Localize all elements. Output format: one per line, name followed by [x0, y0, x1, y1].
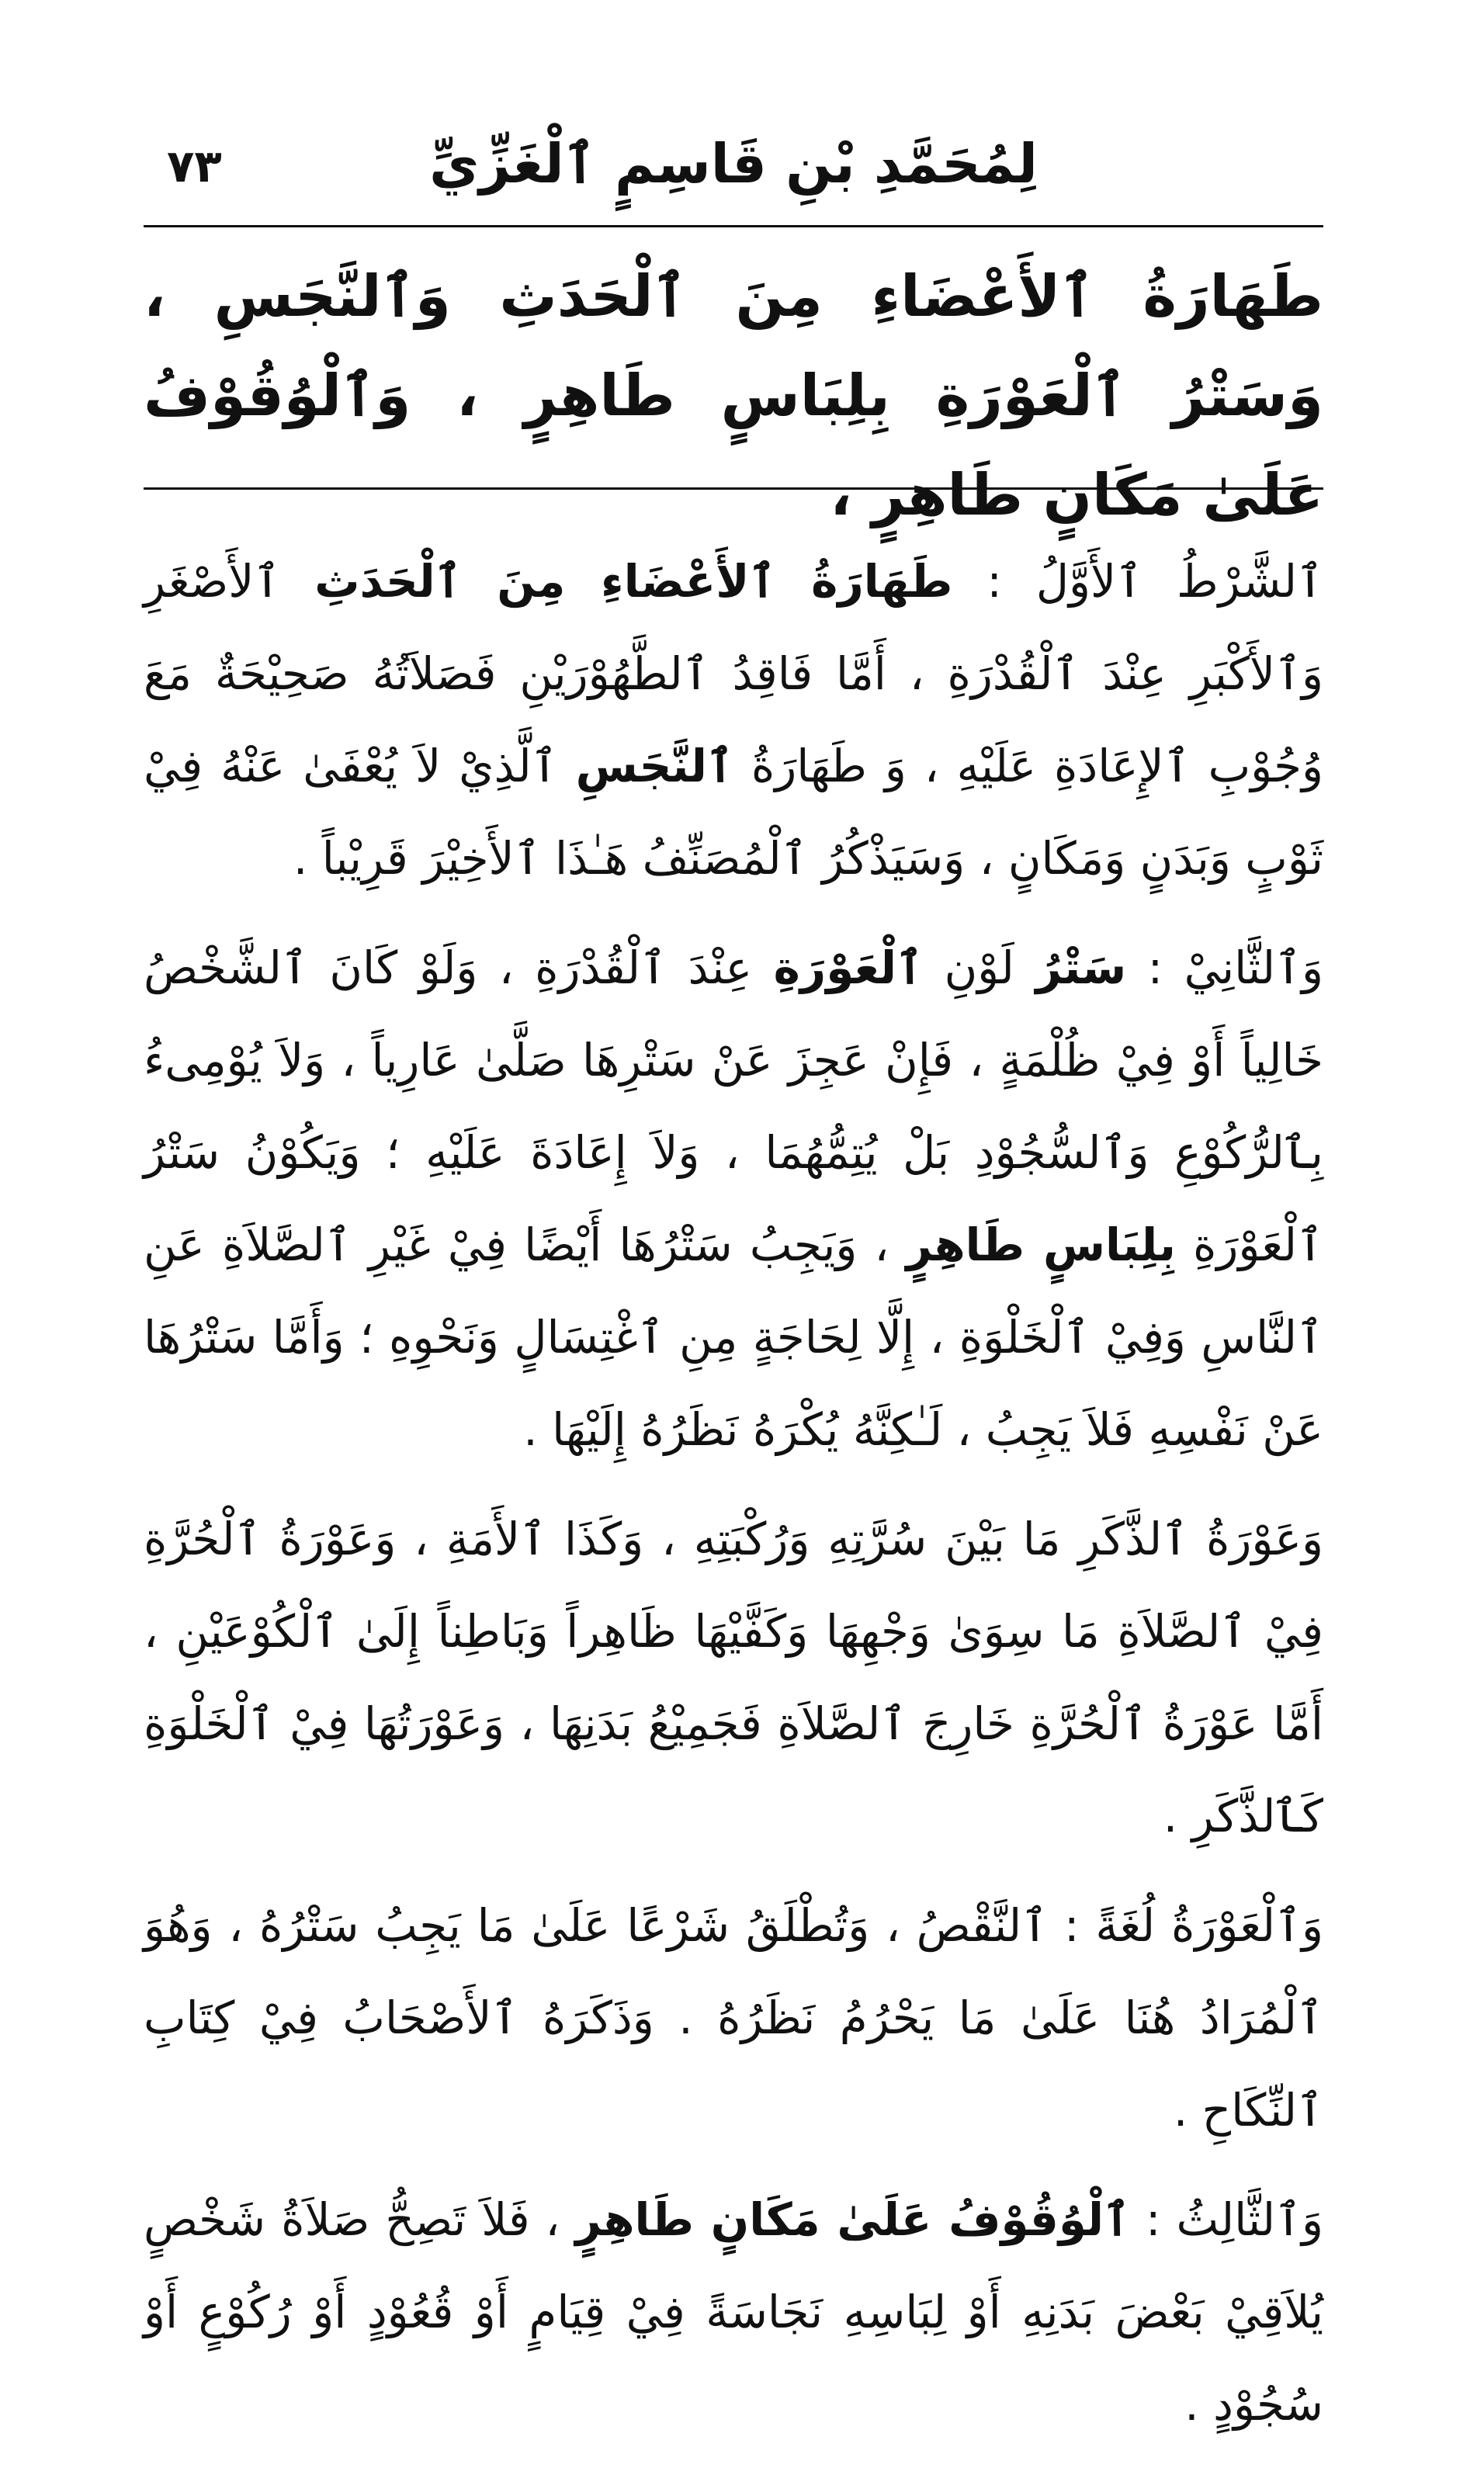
- matn-text: طَهَارَةُ ٱلأَعْضَاءِ مِنَ ٱلْحَدَثِ وَٱلنَّجَسِ ، وَسَتْرُ ٱلْعَوْرَةِ بِلِبَاسٍ طَاهِرٍ ، وَٱلْوُقُوْفُ عَلَىٰ مَكَانٍ طَاهِرٍ ،: [144, 263, 1323, 529]
- bold-quote: ٱلْوُقُوْفُ عَلَىٰ مَكَانٍ طَاهِرٍ: [575, 2193, 1130, 2246]
- paragraph-text: عِنْدَ ٱلْقُدْرَةِ ، وَلَوْ كَانَ ٱلشَّخْصُ خَالِياً أَوْ فِيْ ظُلْمَةٍ ، فَإِنْ عَجِزَ عَنْ سَتْرِهَا صَلَّىٰ عَارِياً ، وَلاَ يُوْمِىءُ بِٱلرُّكُوْعِ وَٱلسُّجُوْدِ بَلْ يُتِمُّهُمَا ، وَلاَ إِعَادَةَ عَلَيْهِ ؛ وَيَكُوْنُ سَتْرُ ٱلْعَوْرَةِ: [144, 941, 1323, 1271]
- header-rule: [144, 225, 1323, 227]
- running-title: لِمُحَمَّدِ بْنِ قَاسِمٍ ٱلْغَزِّيِّ: [429, 132, 1038, 196]
- commentary-paragraph-3: وَعَوْرَةُ ٱلذَّكَرِ مَا بَيْنَ سُرَّتِهِ وَرُكْبَتِهِ ، وَكَذَا ٱلأَمَةِ ، وَعَوْرَةُ ٱلْحُرَّةِ فِيْ ٱلصَّلاَةِ مَا سِوَىٰ وَجْهِهَا وَكَفَّيْهَا ظَاهِراً وَبَاطِناً إِلَىٰ ٱلْكُوْعَيْنِ ، أَمَّا عَوْرَةُ ٱلْحُرَّةِ خَارِجَ ٱلصَّلاَةِ فَجَمِيْعُ بَدَنِهَا ، وَعَوْرَتُهَا فِيْ ٱلْخَلْوَةِ كَٱلذَّكَرِ .: [144, 1513, 1323, 1842]
- paragraph-lead: ٱلشَّرْطُ ٱلأَوَّلُ :: [952, 555, 1324, 608]
- paragraph-text: ٱلَّذِيْ لاَ يُعْفَىٰ عَنْهُ فِيْ ثَوْبٍ وَبَدَنٍ وَمَكَانٍ ، وَسَيَذْكُرُ ٱلْمُصَنِّفُ هَـٰذَا ٱلأَخِيْرَ قَرِيْباً .: [144, 740, 1323, 885]
- paragraph-text: ، وَيَجِبُ سَتْرُهَا أَيْضًا فِيْ غَيْرِ ٱلصَّلاَةِ عَنِ ٱلنَّاسِ وَفِيْ ٱلْخَلْوَةِ ، إِلَّا لِحَاجَةٍ مِنِ ٱغْتِسَالٍ وَنَحْوِهِ ؛ وَأَمَّا سَتْرُهَا عَنْ نَفْسِهِ فَلاَ يَجِبُ ، لَـٰكِنَّهُ يُكْرَهُ نَظَرُهُ إِلَيْهَا .: [144, 1218, 1323, 1456]
- commentary-paragraph-1: [144, 536, 1323, 905]
- bold-quote: سَتْرُ: [1035, 941, 1127, 994]
- commentary-paragraph-2: [144, 922, 1323, 1476]
- page-header: [144, 124, 1323, 217]
- commentary: [144, 536, 1323, 2468]
- paragraph-lead: وَٱلثَّانِيْ :: [1126, 941, 1323, 994]
- paragraph-text: لَوْنِ: [923, 941, 1036, 994]
- page-number: ٧٣: [167, 140, 222, 192]
- commentary-paragraph-4: وَٱلْعَوْرَةُ لُغَةً : ٱلنَّقْصُ ، وَتُطْلَقُ شَرْعًا عَلَىٰ مَا يَجِبُ سَتْرُهُ ، وَهُوَ ٱلْمُرَادُ هُنَا عَلَىٰ مَا يَحْرُمُ نَظَرُهُ . وَذَكَرَهُ ٱلأَصْحَابُ فِيْ كِتَابِ ٱلنِّكَاحِ .: [144, 1899, 1323, 2137]
- matn-divider-rule: [144, 487, 1323, 490]
- bold-quote: ٱلنَّجَسِ: [575, 740, 733, 792]
- bold-quote: بِلِبَاسٍ طَاهِرٍ: [906, 1218, 1176, 1271]
- paragraph-lead: وَٱلثَّالِثُ :: [1129, 2193, 1323, 2246]
- paragraph-text: ٱلأَصْغَرِ وَٱلأَكْبَرِ عِنْدَ ٱلْقُدْرَةِ ، أَمَّا فَاقِدُ ٱلطَّهُوْرَيْنِ فَصَلاَتُهُ صَحِيْحَةٌ مَعَ وُجُوْبِ ٱلإِعَادَةِ عَلَيْهِ ، وَ طَهَارَةُ: [144, 555, 1324, 792]
- commentary-paragraph-5: [144, 2174, 1323, 2451]
- bold-quote: طَهَارَةُ ٱلأَعْضَاءِ مِنَ ٱلْحَدَثِ: [314, 555, 953, 608]
- bold-quote: ٱلْعَوْرَةِ: [773, 941, 924, 994]
- paragraph-text: ، فَلاَ تَصِحُّ صَلاَةُ شَخْصٍ يُلاَقِيْ بَعْضَ بَدَنِهِ أَوْ لِبَاسِهِ نَجَاسَةً فِيْ قِيَامٍ أَوْ قُعُوْدٍ أَوْ رُكُوْعٍ أَوْ سُجُوْدٍ .: [144, 2193, 1323, 2431]
